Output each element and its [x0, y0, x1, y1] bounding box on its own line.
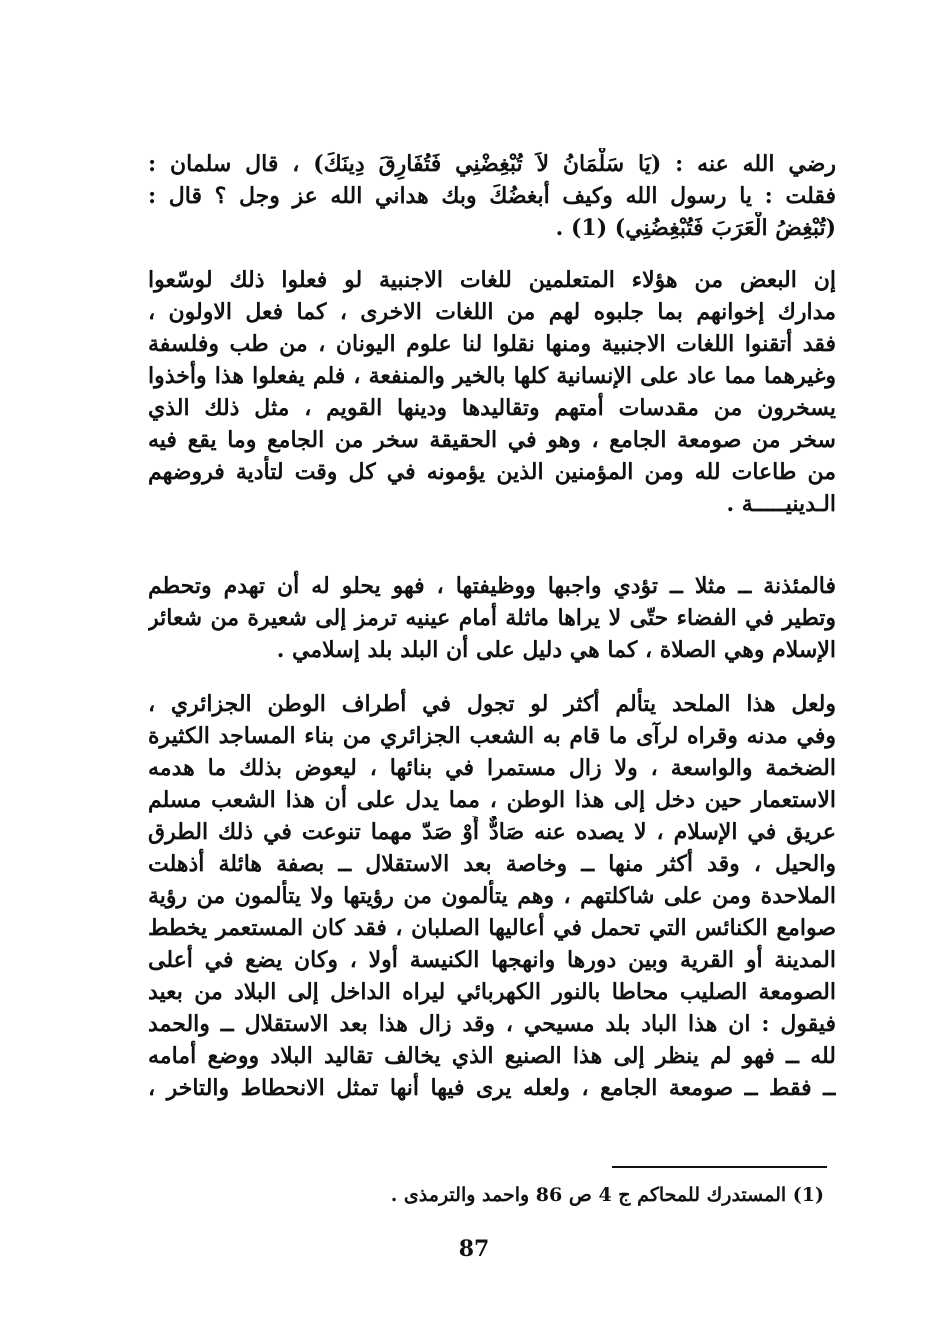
footnote: (1) المستدرك للمحاكم ج 4 ص 86 واحمد والترمذى . — [390, 1184, 824, 1206]
text-line: وغيرهما مما عاد على الإنسانية كلها بالخير والمنفعة ، فلم يفعلوا هذا وأخذوا — [148, 363, 836, 389]
text-line: الملاحدة ومن على شاكلتهم ، وهم يتألمون من رؤيتها ولا يتألمون من رؤية — [148, 883, 836, 909]
text-line: يسخرون من مقدسات أمتهم وتقاليدها ودينها القويم ، مثل ذلك الذي — [148, 395, 836, 421]
text-line: فقلت : يا رسول الله وكيف أبغضُكَ وبك هداني الله عز وجل ؟ قال : — [148, 183, 836, 209]
text-line: مدارك إخوانهم بما جلبوه لهم من اللغات الاخرى ، كما فعل الاولون ، — [148, 299, 836, 325]
text-line: صوامع الكنائس التي تحمل في أعاليها الصلبان ، فقد كان المستعمر يخطط — [148, 915, 836, 941]
text-line: المدينة أو القرية وبين دورها وانهجها الكنيسة أولا ، وكان يضع في أعلى — [148, 947, 836, 973]
text-line: الإسلام وهي الصلاة ، كما هي دليل على أن البلد بلد إسلامي . — [276, 637, 836, 663]
text-line: (تُبْغِضُ الْعَرَبَ فَتُبْغِضُنِي) (1) . — [555, 215, 836, 241]
text-line: ولعل هذا الملحد يتألم أكثر لو تجول في أطراف الوطن الجزائري ، — [148, 691, 836, 717]
paragraph-foreign-languages — [148, 264, 836, 520]
text-line: الضخمة والواسعة ، ولا زال مستمرا في بنائها ، ليعوض بذلك ما هدمه — [148, 755, 836, 781]
paragraph-minaret — [148, 570, 836, 666]
text-line: ــ فقط ــ صومعة الجامع ، ولعله يرى فيها أنها تمثل الانحطاط والتاخر ، — [148, 1075, 836, 1101]
text-line: فيقول : ان هذا الباد بلد مسيحي ، وقد زال هذا بعد الاستقلال ــ والحمد — [148, 1011, 836, 1037]
text-line: فقد أتقنوا اللغات الاجنبية ومنها نقلوا لنا علوم اليونان ، من طب وفلسفة — [148, 331, 836, 357]
footnote-divider — [612, 1166, 827, 1168]
text-line: من طاعات لله ومن المؤمنين الذين يؤمونه في كل وقت لتأدية فروضهم — [148, 459, 836, 485]
text-line: وتطير في الفضاء حتّى لا يراها ماثلة أمام عينيه ترمز إلى شعيرة من شعائر — [148, 605, 836, 631]
text-line: عريق في الإسلام ، لا يصده عنه صَادٌّ أَوْ صَدّ مهما تنوعت في ذلك الطرق — [148, 819, 836, 845]
text-line: والحيل ، وقد أكثر منها ــ وخاصة بعد الاستقلال ــ بصفة هائلة أذهلت — [148, 851, 836, 877]
page-number: 87 — [458, 1236, 490, 1262]
text-line: إن البعض من هؤلاء المتعلمين للغات الاجنبية لو فعلوا ذلك لوسّعوا — [148, 267, 836, 293]
text-line: الصومعة الصليب محاطا بالنور الكهربائي ليراه الداخل إلى البلاد من بعيد — [148, 979, 836, 1005]
text-line: رضي الله عنه : (يَا سَلْمَانُ لاَ تُبْغِضْنِي فَتُفَارِقَ دِينَكَ) ، قال سلمان : — [148, 151, 836, 177]
paragraph-mosques — [148, 688, 836, 1104]
text-line: وفي مدنه وقراه لرآى ما قام به الشعب الجزائري من بناء المساجد الكثيرة — [148, 723, 836, 749]
text-line: فالمئذنة ــ مثلا ــ تؤدي واجبها ووظيفتها ، فهو يحلو له أن تهدم وتحطم — [148, 573, 836, 599]
text-line: لله ــ فهو لم ينظر إلى هذا الصنيع الذي يخالف تقاليد البلاد ووضع أمامه — [148, 1043, 836, 1069]
paragraph-hadith — [148, 148, 836, 244]
text-line: الـدينيـــــة . — [726, 491, 836, 517]
text-line: سخر من صومعة الجامع ، وهو في الحقيقة سخر من الجامع وما يقع فيه — [148, 427, 836, 453]
text-line: الاستعمار حين دخل إلى هذا الوطن ، مما يدل على أن هذا الشعب مسلم — [148, 787, 836, 813]
